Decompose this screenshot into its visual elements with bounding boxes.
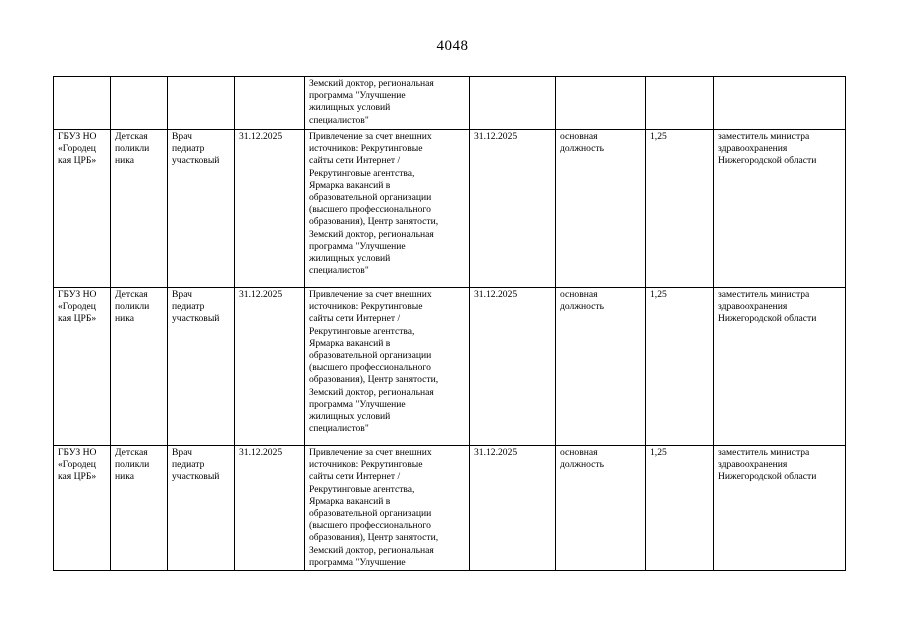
- table-row: [54, 288, 846, 446]
- cell-position: Врач педиатр участковый: [168, 288, 235, 446]
- cell-job-type: [556, 77, 646, 130]
- cell-position: [168, 77, 235, 130]
- staffing-table: [53, 76, 846, 571]
- cell-responsible: заместитель министра здравоохранения Нижегородской области: [714, 446, 846, 571]
- table-row: [54, 77, 846, 130]
- cell-job-type: основная должность: [556, 130, 646, 288]
- cell-measures: Привлечение за счет внешних источников: Рекрутинговые сайты сети Интернет / Рекрутинговые агентства, Ярмарка вакансий в образовательной организации (высшего профессионального образования), Центр занятости, Земский доктор, региональная программа "Улучшение: [305, 446, 470, 571]
- cell-measures: Привлечение за счет внешних источников: Рекрутинговые сайты сети Интернет / Рекрутинговые агентства, Ярмарка вакансий в образовательной организации (высшего профессионального образования), Центр занятости, Земский доктор, региональная программа "Улучшение жилищных условий специалистов": [305, 130, 470, 288]
- cell-deadline: 31.12.2025: [470, 288, 556, 446]
- cell-job-type: основная должность: [556, 288, 646, 446]
- cell-deadline: 31.12.2025: [470, 446, 556, 571]
- cell-responsible: заместитель министра здравоохранения Нижегородской области: [714, 288, 846, 446]
- cell-deadline: 31.12.2025: [470, 130, 556, 288]
- cell-deadline: [470, 77, 556, 130]
- cell-date: 31.12.2025: [235, 446, 305, 571]
- cell-unit: Детская поликли ника: [111, 288, 168, 446]
- cell-org: ГБУЗ НО «Городец кая ЦРБ»: [54, 288, 111, 446]
- cell-org: ГБУЗ НО «Городец кая ЦРБ»: [54, 446, 111, 571]
- cell-unit: [111, 77, 168, 130]
- cell-rate: 1,25: [646, 446, 714, 571]
- page-number: 4048: [436, 38, 469, 54]
- cell-rate: 1,25: [646, 288, 714, 446]
- cell-date: [235, 77, 305, 130]
- cell-measures: Земский доктор, региональная программа "Улучшение жилищных условий специалистов": [305, 77, 470, 130]
- cell-org: [54, 77, 111, 130]
- cell-job-type: основная должность: [556, 446, 646, 571]
- table-row: [54, 130, 846, 288]
- cell-org: ГБУЗ НО «Городец кая ЦРБ»: [54, 130, 111, 288]
- cell-responsible: [714, 77, 846, 130]
- cell-rate: 1,25: [646, 130, 714, 288]
- cell-position: Врач педиатр участковый: [168, 130, 235, 288]
- cell-responsible: заместитель министра здравоохранения Нижегородской области: [714, 130, 846, 288]
- table-row: [54, 446, 846, 571]
- cell-unit: Детская поликли ника: [111, 446, 168, 571]
- cell-measures: Привлечение за счет внешних источников: Рекрутинговые сайты сети Интернет / Рекрутинговые агентства, Ярмарка вакансий в образовательной организации (высшего профессионального образования), Центр занятости, Земский доктор, региональная программа "Улучшение жилищных условий специалистов": [305, 288, 470, 446]
- cell-rate: [646, 77, 714, 130]
- cell-unit: Детская поликли ника: [111, 130, 168, 288]
- cell-date: 31.12.2025: [235, 130, 305, 288]
- cell-date: 31.12.2025: [235, 288, 305, 446]
- cell-position: Врач педиатр участковый: [168, 446, 235, 571]
